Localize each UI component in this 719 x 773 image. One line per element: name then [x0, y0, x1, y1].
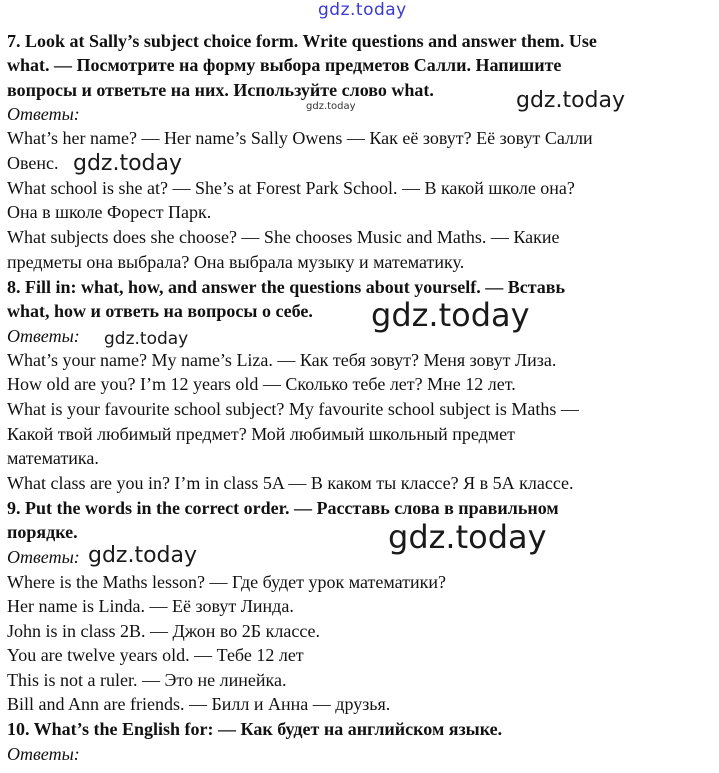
- watermark: gdz.today: [371, 296, 530, 334]
- answer-line: Какой твой любимый предмет? Мой любимый школьный предмет: [7, 424, 516, 444]
- answer-line: What subjects does she choose? — She chooses Music and Maths. — Какие: [7, 227, 560, 247]
- answers-label: Ответы:: [7, 326, 80, 346]
- answer-line: What school is she at? — She’s at Forest Park School. — В какой школе она?: [7, 178, 575, 198]
- watermark: gdz.today: [104, 329, 189, 349]
- answer-line: What class are you in? I’m in class 5A — В каком ты классе? Я в 5А классе.: [7, 473, 574, 493]
- answer-line: предметы она выбрала? Она выбрала музыку и математику.: [7, 252, 465, 272]
- answers-label: Ответы:: [7, 104, 80, 124]
- answer-line: What’s her name? — Her name’s Sally Owens — Как её зовут? Её зовут Салли: [7, 128, 593, 148]
- answer-line: Овенс.: [7, 153, 59, 173]
- answer-line: What’s your name? My name’s Liza. — Как тебя зовут? Меня зовут Лиза.: [7, 350, 557, 370]
- answer-line: You are twelve years old. — Тебе 12 лет: [7, 645, 304, 665]
- exercise-7-heading-line-3: вопросы и ответьте на них. Используйте слово what.: [7, 80, 434, 100]
- exercise-8-heading-line-1: 8. Fill in: what, how, and answer the questions about yourself. — Вставь: [7, 277, 566, 297]
- watermark: gdz.today: [516, 88, 626, 113]
- answer-line: This is not a ruler. — Это не линейка.: [7, 670, 287, 690]
- exercise-9-heading-line-1: 9. Put the words in the correct order. — Расставь слова в правильном: [7, 498, 559, 518]
- answer-line: Bill and Ann are friends. — Билл и Анна — друзья.: [7, 694, 391, 714]
- exercise-8-heading-line-2: what, how и ответь на вопросы о себе.: [7, 301, 313, 321]
- answer-line: What is your favourite school subject? My favourite school subject is Maths —: [7, 399, 579, 419]
- exercise-9-heading-line-2: порядке.: [7, 522, 78, 542]
- watermark: gdz.today: [306, 101, 356, 112]
- answer-line: Where is the Maths lesson? — Где будет урок математики?: [7, 572, 447, 592]
- answers-label: Ответы:: [7, 547, 80, 567]
- answer-line: How old are you? I’m 12 years old — Сколько тебе лет? Мне 12 лет.: [7, 374, 516, 394]
- answers-label: Ответы:: [7, 744, 80, 764]
- exercise-7-heading-line-1: 7. Look at Sally’s subject choice form. Write questions and answer them. Use: [7, 31, 597, 51]
- watermark: gdz.today: [88, 543, 198, 568]
- answer-line: Her name is Linda. — Её зовут Линда.: [7, 596, 294, 616]
- exercise-7-heading-line-2: what. — Посмотрите на форму выбора предметов Салли. Напишите: [7, 55, 562, 75]
- answer-line: Она в школе Форест Парк.: [7, 202, 212, 222]
- answer-line: John is in class 2B. — Джон во 2Б классе.: [7, 621, 321, 641]
- exercise-10-heading: 10. What’s the English for: — Как будет на английском языке.: [7, 719, 503, 739]
- answer-line: математика.: [7, 448, 99, 468]
- site-watermark: gdz.today: [318, 0, 407, 20]
- watermark: gdz.today: [388, 518, 547, 556]
- watermark: gdz.today: [73, 151, 183, 176]
